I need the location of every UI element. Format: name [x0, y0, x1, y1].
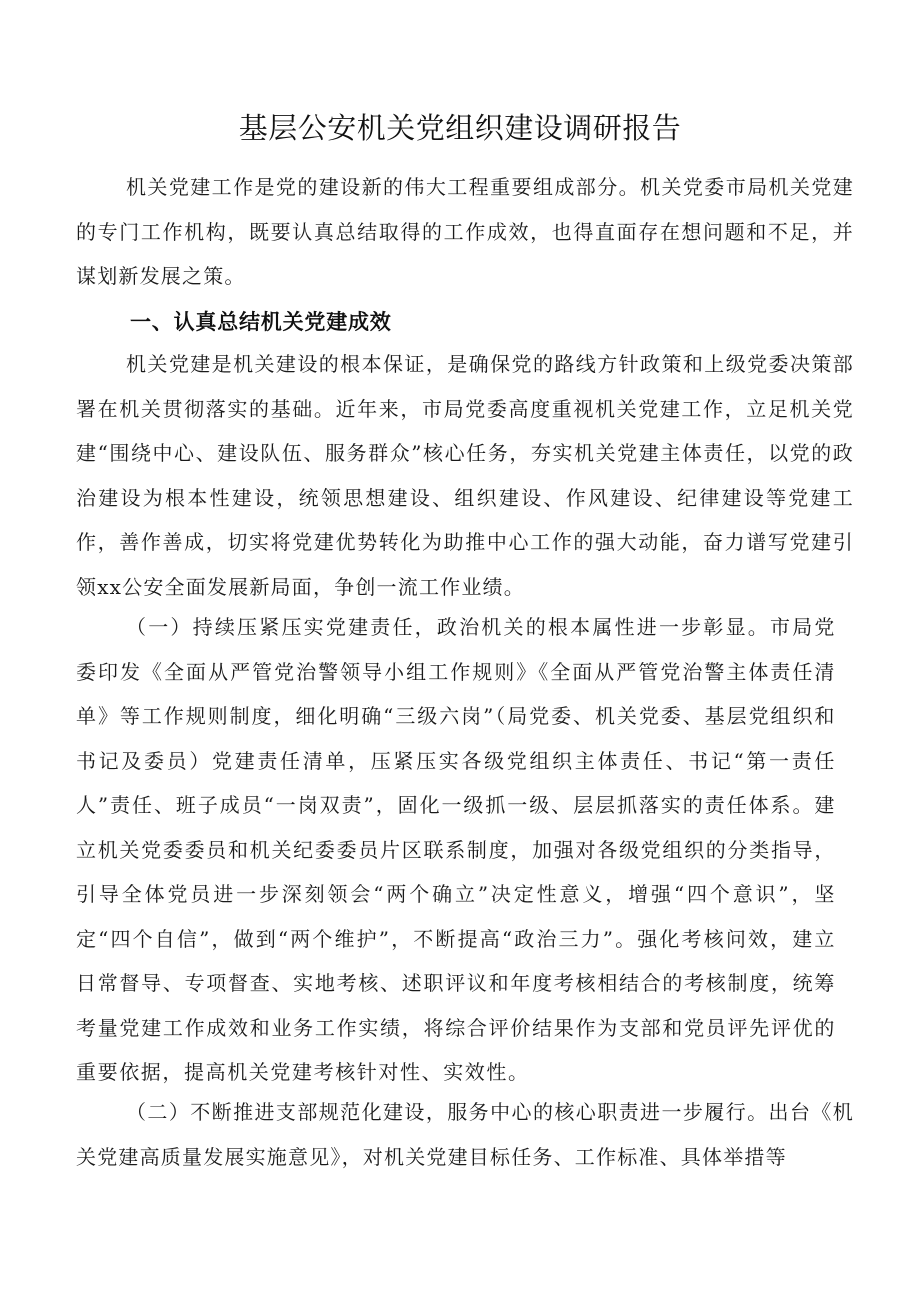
item1-paragraph: （一）持续压紧压实党建责任，政治机关的根本属性进一步彰显。市局党委印发《全面从严管党治警领导小组工作规则》《全面从严管党治警主体责任清单》等工作规则制度，细化明确“三级六岗”（局党委、机关党委、基层党组织和书记及委员）党建责任清单，压紧压实各级党组织主体责任、书记“第一责任人”责任、班子成员“一岗双责”，固化一级抓一级、层层抓落实的责任体系。建立机关党委委员和机关纪委委员片区联系制度，加强对各级党组织的分类指导，引导全体党员进一步深刻领会“两个确立”决定性意义，增强“四个意识”，坚定“四个自信”，做到“两个维护”，不断提高“政治三力”。强化考核问效，建立日常督导、专项督查、实地考核、述职评议和年度考核相结合的考核制度，统筹考量党建工作成效和业务工作实绩，将综合评价结果作为支部和党员评先评优的重要依据，提高机关党建考核针对性、实效性。	[76, 615, 836, 1084]
section1-paragraph: 机关党建是机关建设的根本保证，是确保党的路线方针政策和上级党委决策部署在机关贯彻落实的基础。近年来，市局党委高度重视机关党建工作，立足机关党建“围绕中心、建设队伍、服务群众”核心任务，夯实机关党建主体责任，以党的政治建设为根本性建设，统领思想建设、组织建设、作风建设、纪律建设等党建工作，善作善成，切实将党建优势转化为助推中心工作的强大动能，奋力谱写党建引领xx公安全面发展新局面，争创一流工作业绩。	[76, 352, 854, 599]
document-title: 基层公安机关党组织建设调研报告	[238, 111, 682, 145]
intro-paragraph: 机关党建工作是党的建设新的伟大工程重要组成部分。机关党委市局机关党建的专门工作机构，既要认真总结取得的工作成效，也得直面存在想问题和不足，并谋划新发展之策。	[76, 175, 854, 288]
section-heading-1: 一、认真总结机关党建成效	[130, 310, 392, 334]
item2-paragraph: （二）不断推进支部规范化建设，服务中心的核心职责进一步履行。出台《机关党建高质量发展实施意见》，对机关党建目标任务、工作标准、具体举措等	[76, 1100, 854, 1169]
